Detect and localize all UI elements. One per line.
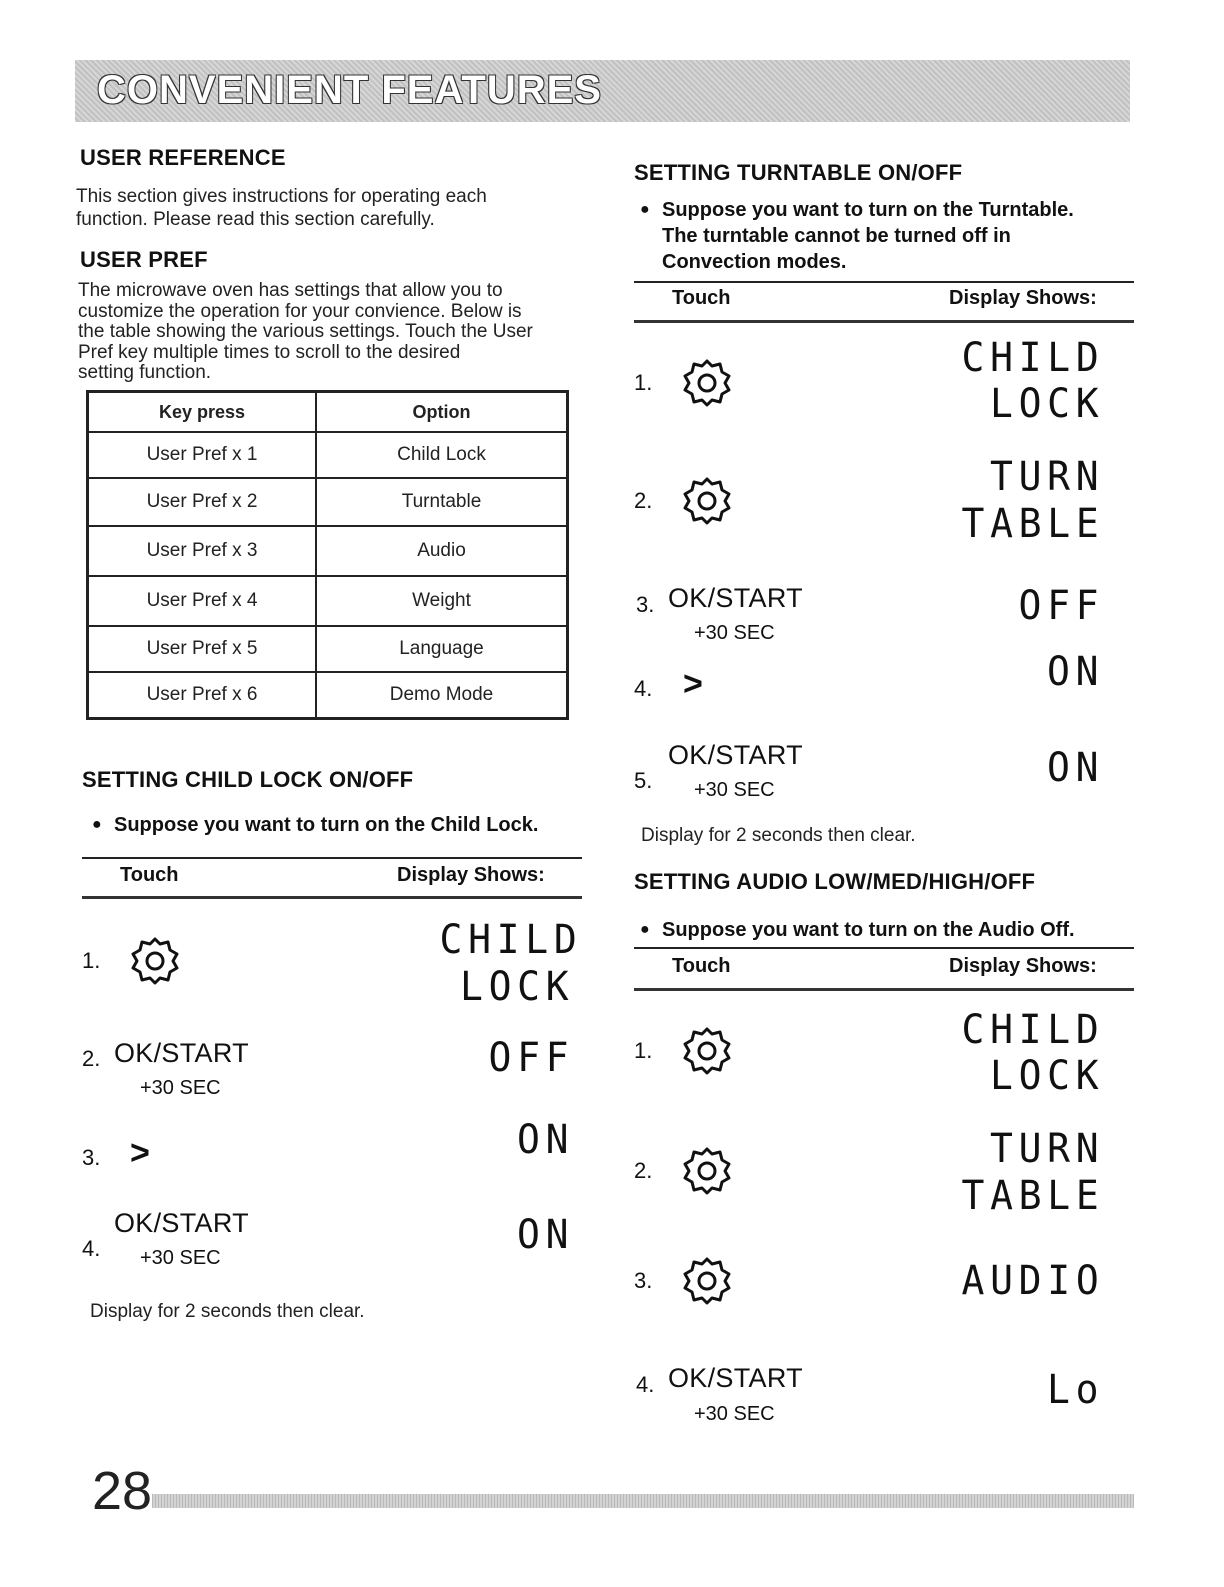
lcd-display: AUDIO — [961, 1258, 1104, 1304]
text-line: This section gives instructions for operating each — [76, 186, 487, 207]
lcd-display: TURN — [989, 1126, 1104, 1172]
lcd-display: Lo — [1046, 1367, 1104, 1413]
bullet-text: Suppose you want to turn on the Audio Off. — [662, 919, 1075, 941]
col-touch: Touch — [120, 864, 179, 886]
bullet-dot-icon: ● — [640, 201, 650, 218]
add-30-sec-label: +30 SEC — [140, 1247, 221, 1269]
step-number: 4. — [636, 1372, 655, 1397]
step-number: 1. — [82, 948, 101, 973]
table-row — [88, 576, 568, 626]
banner-title: CONVENIENT FEATURES — [97, 68, 602, 112]
user-reference-heading: USER REFERENCE — [80, 145, 286, 170]
user-reference-text — [76, 185, 487, 231]
bullet-dot-icon: ● — [640, 921, 650, 938]
add-30-sec-label: +30 SEC — [694, 779, 775, 801]
user-pref-knob-icon[interactable] — [128, 934, 182, 988]
text-line: The microwave oven has settings that allow you to — [78, 280, 503, 301]
lcd-display: CHILD — [961, 335, 1104, 381]
user-pref-knob-icon[interactable] — [680, 474, 734, 528]
table-row — [88, 478, 568, 526]
text-line: the table showing the various settings. Touch the User — [78, 321, 533, 342]
ok-start-button[interactable]: OK/START — [668, 583, 803, 613]
text-line: Pref key multiple times to scroll to the desired — [78, 341, 461, 363]
user-pref-knob-icon[interactable] — [680, 1024, 734, 1078]
add-30-sec-label: +30 SEC — [140, 1077, 221, 1099]
divider — [82, 857, 582, 859]
table-row — [88, 526, 568, 576]
lcd-display: ON — [516, 1117, 574, 1163]
child-lock-bullet — [92, 812, 539, 838]
ok-start-button[interactable]: OK/START — [114, 1038, 249, 1068]
table-cell: User Pref x 4 — [88, 576, 317, 626]
lcd-display: TURN — [989, 454, 1104, 500]
ok-start-button[interactable]: OK/START — [668, 1363, 803, 1393]
step-number: 1. — [634, 370, 653, 395]
table-cell: Demo Mode — [316, 672, 568, 718]
lcd-display: LOCK — [989, 381, 1104, 427]
turntable-heading: SETTING TURNTABLE ON/OFF — [634, 160, 963, 185]
audio-heading: SETTING AUDIO LOW/MED/HIGH/OFF — [634, 869, 1036, 894]
user-pref-knob-icon[interactable] — [680, 1254, 734, 1308]
display-note: Display for 2 seconds then clear. — [90, 1301, 365, 1322]
table-cell: Audio — [316, 526, 568, 576]
divider — [634, 988, 1134, 991]
bullet-text: Convection modes. — [662, 251, 847, 273]
user-pref-text — [78, 281, 533, 384]
lcd-display: ON — [1046, 745, 1104, 791]
table-cell: Language — [316, 626, 568, 672]
table-cell: Child Lock — [316, 432, 568, 478]
divider — [634, 947, 1134, 949]
divider — [634, 320, 1134, 323]
lcd-display: TABLE — [961, 501, 1104, 547]
lcd-display: TABLE — [961, 1173, 1104, 1219]
text-line: setting function. — [78, 362, 212, 383]
col-display-shows: Display Shows: — [397, 864, 545, 886]
lcd-display: ON — [516, 1212, 574, 1258]
bullet-text: Suppose you want to turn on the Turntable. — [662, 199, 1074, 221]
turntable-bullet — [640, 197, 1074, 275]
step-number: 2. — [82, 1046, 101, 1071]
table-cell: User Pref x 5 — [88, 626, 317, 672]
table-row — [88, 672, 568, 718]
lcd-display: CHILD — [439, 917, 582, 963]
lcd-display: LOCK — [459, 964, 574, 1010]
footer-bar — [152, 1494, 1134, 1508]
user-pref-table — [86, 390, 569, 720]
lcd-display: ON — [1046, 649, 1104, 695]
table-cell: User Pref x 6 — [88, 672, 317, 718]
table-row — [88, 432, 568, 478]
user-pref-knob-icon[interactable] — [680, 1144, 734, 1198]
table-row — [88, 626, 568, 672]
bullet-dot-icon: ● — [92, 816, 102, 833]
step-number: 2. — [634, 488, 653, 513]
ok-start-button[interactable]: OK/START — [114, 1208, 249, 1238]
text-line: customize the operation for your convience. Below is — [78, 300, 522, 322]
lcd-display: OFF — [1018, 583, 1104, 629]
step-number: 4. — [82, 1236, 101, 1261]
divider — [82, 896, 582, 899]
bullet-text: Suppose you want to turn on the Child Lock. — [114, 814, 539, 836]
add-30-sec-label: +30 SEC — [694, 1403, 775, 1425]
table-cell: User Pref x 3 — [88, 526, 317, 576]
table-header-option: Option — [316, 392, 568, 433]
table-cell: Turntable — [316, 478, 568, 526]
lcd-display: LOCK — [989, 1053, 1104, 1099]
display-note: Display for 2 seconds then clear. — [641, 825, 916, 846]
ok-start-button[interactable]: OK/START — [668, 740, 803, 770]
page-number: 28 — [92, 1461, 153, 1521]
bullet-text: The turntable cannot be turned off in — [662, 225, 1011, 247]
col-display-shows: Display Shows: — [949, 287, 1097, 309]
table-header-key-press: Key press — [88, 392, 317, 433]
lcd-display: CHILD — [961, 1007, 1104, 1053]
divider — [634, 281, 1134, 283]
step-number: 3. — [636, 592, 655, 617]
audio-bullet — [640, 917, 1075, 943]
user-pref-heading: USER PREF — [80, 247, 208, 272]
child-lock-heading: SETTING CHILD LOCK ON/OFF — [82, 767, 414, 792]
add-30-sec-label: +30 SEC — [694, 622, 775, 644]
arrow-right-button[interactable]: > — [683, 665, 703, 703]
lcd-display: OFF — [488, 1035, 574, 1081]
step-number: 2. — [634, 1158, 653, 1183]
table-cell: User Pref x 1 — [88, 432, 317, 478]
step-number: 1. — [634, 1038, 653, 1063]
text-line: function. Please read this section carefully. — [76, 209, 435, 230]
col-touch: Touch — [672, 955, 731, 977]
arrow-right-button[interactable]: > — [130, 1134, 150, 1172]
col-touch: Touch — [672, 287, 731, 309]
user-pref-knob-icon[interactable] — [680, 356, 734, 410]
step-number: 5. — [634, 768, 653, 793]
col-display-shows: Display Shows: — [949, 955, 1097, 977]
table-cell: Weight — [316, 576, 568, 626]
step-number: 4. — [634, 676, 653, 701]
table-cell: User Pref x 2 — [88, 478, 317, 526]
step-number: 3. — [82, 1145, 101, 1170]
step-number: 3. — [634, 1268, 653, 1293]
section-banner — [75, 60, 1130, 122]
